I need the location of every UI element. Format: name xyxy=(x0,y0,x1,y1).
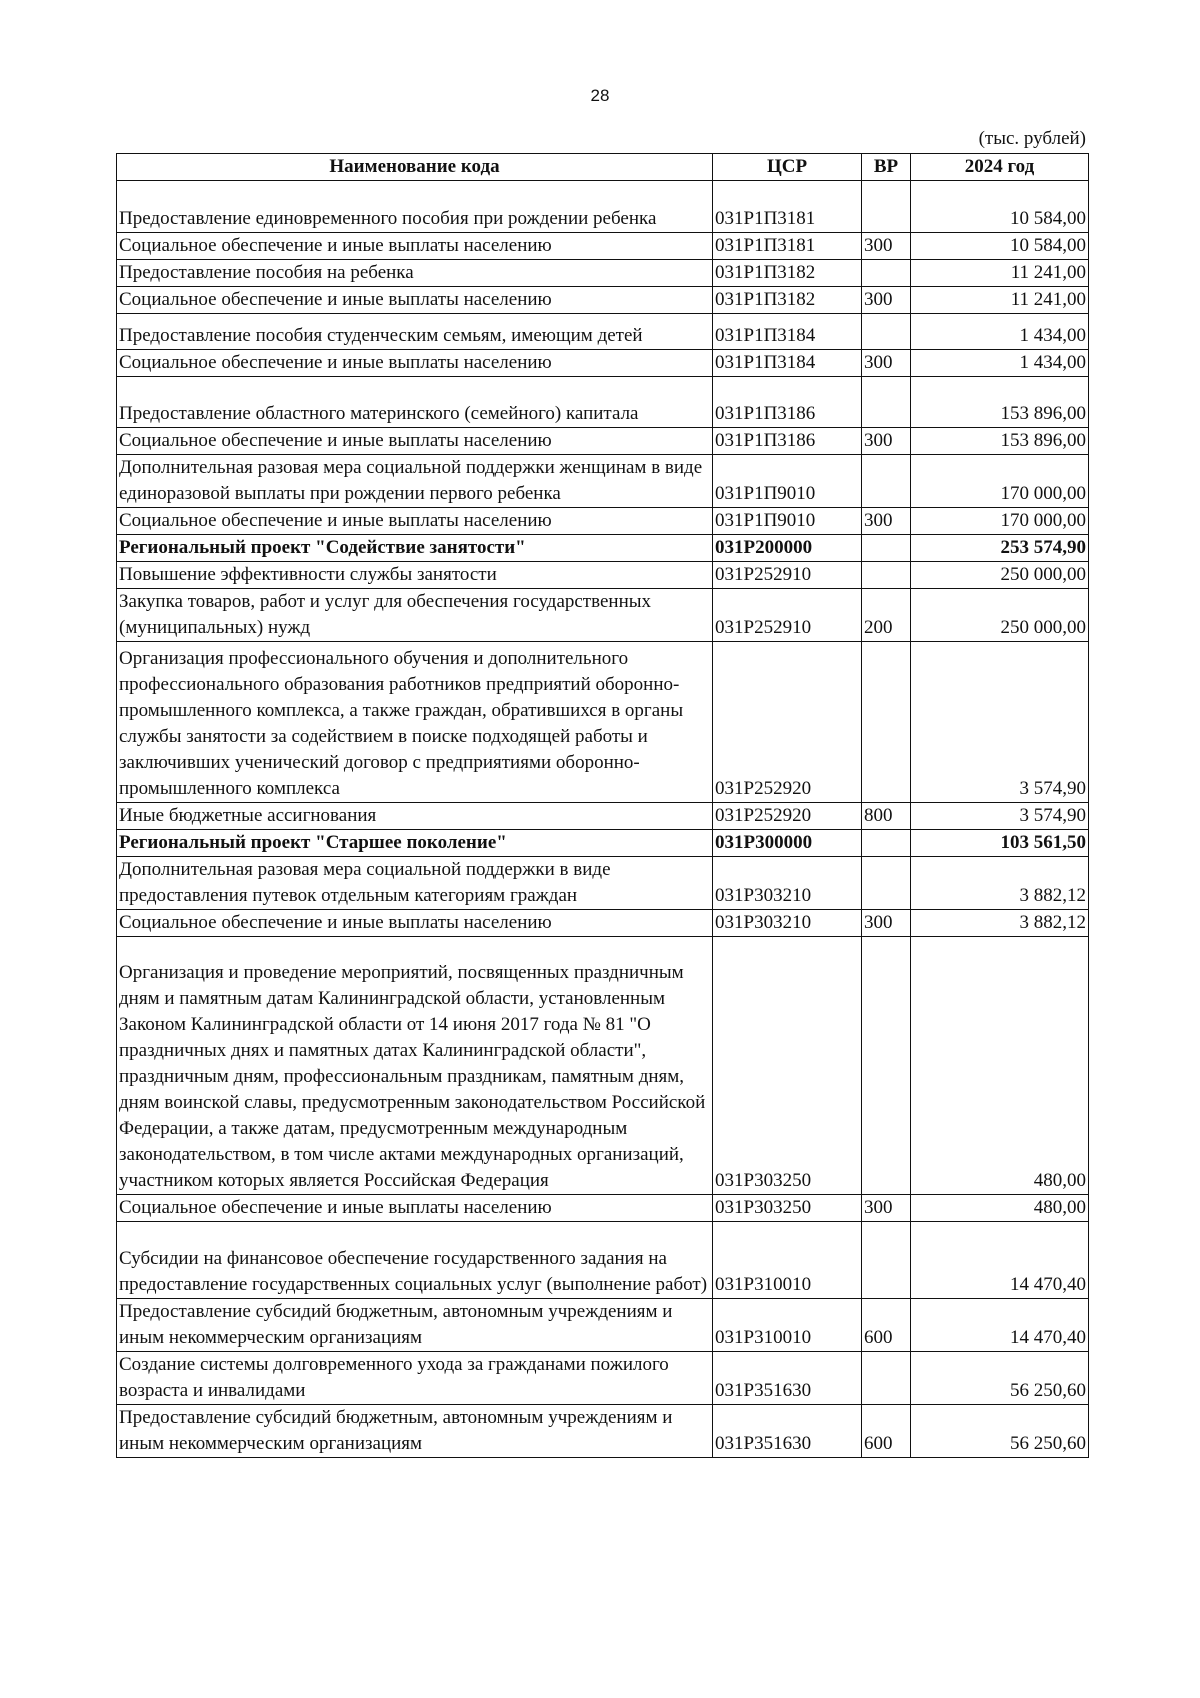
header-vr: ВР xyxy=(862,154,911,181)
cell-sum: 10 584,00 xyxy=(911,233,1089,260)
cell-name: Социальное обеспечение и иные выплаты населению xyxy=(117,233,713,260)
table-row xyxy=(117,857,1089,910)
cell-sum: 480,00 xyxy=(911,937,1089,1195)
cell-vr: 300 xyxy=(862,350,911,377)
cell-sum: 3 574,90 xyxy=(911,642,1089,803)
cell-csr: 031Р200000 xyxy=(713,535,862,562)
cell-name: Организация и проведение мероприятий, посвященных праздничным дням и памятным датам Калининградской области, установленным Законом Калининградской области от 14 июня 2017 года № 81 "О праздничных днях и памятных датах Калининградской области", праздничным дням, профессиональным праздникам, памятным дням, дням воинской славы, предусмотренным законодательством Российской Федерации, а также датам, предусмотренным международным законодательством, в том числе актами международных организаций, участником которых является Российская Федерация xyxy=(117,937,713,1195)
cell-name: Иные бюджетные ассигнования xyxy=(117,803,713,830)
table-row xyxy=(117,1195,1089,1222)
cell-sum: 1 434,00 xyxy=(911,350,1089,377)
cell-vr xyxy=(862,181,911,233)
cell-csr: 031Р252910 xyxy=(713,562,862,589)
table-row xyxy=(117,260,1089,287)
cell-csr: 031Р310010 xyxy=(713,1299,862,1352)
table-row xyxy=(117,508,1089,535)
table-body xyxy=(117,181,1089,1458)
cell-vr xyxy=(862,1222,911,1299)
table-header-row xyxy=(117,154,1089,181)
cell-name: Предоставление субсидий бюджетным, автономным учреждениям и иным некоммерческим организациям xyxy=(117,1405,713,1458)
cell-csr: 031Р1П3181 xyxy=(713,233,862,260)
cell-csr: 031Р303250 xyxy=(713,1195,862,1222)
table-row xyxy=(117,287,1089,314)
cell-csr: 031Р351630 xyxy=(713,1405,862,1458)
cell-vr xyxy=(862,455,911,508)
cell-csr: 031Р1П3184 xyxy=(713,350,862,377)
cell-name: Закупка товаров, работ и услуг для обеспечения государственных (муниципальных) нужд xyxy=(117,589,713,642)
cell-name: Социальное обеспечение и иные выплаты населению xyxy=(117,1195,713,1222)
cell-sum: 14 470,40 xyxy=(911,1299,1089,1352)
cell-vr: 300 xyxy=(862,233,911,260)
cell-sum: 153 896,00 xyxy=(911,428,1089,455)
header-sum: 2024 год xyxy=(911,154,1089,181)
table-row xyxy=(117,910,1089,937)
table-row xyxy=(117,314,1089,350)
cell-sum: 170 000,00 xyxy=(911,508,1089,535)
cell-csr: 031Р252920 xyxy=(713,803,862,830)
table-row xyxy=(117,937,1089,1195)
cell-sum: 170 000,00 xyxy=(911,455,1089,508)
cell-sum: 14 470,40 xyxy=(911,1222,1089,1299)
cell-sum: 56 250,60 xyxy=(911,1405,1089,1458)
cell-csr: 031Р252910 xyxy=(713,589,862,642)
cell-name: Предоставление пособия на ребенка xyxy=(117,260,713,287)
cell-sum: 103 561,50 xyxy=(911,830,1089,857)
cell-csr: 031Р303210 xyxy=(713,857,862,910)
cell-vr: 300 xyxy=(862,1195,911,1222)
units-label: (тыс. рублей) xyxy=(978,128,1086,149)
cell-name: Создание системы долговременного ухода за гражданами пожилого возраста и инвалидами xyxy=(117,1352,713,1405)
cell-csr: 031Р252920 xyxy=(713,642,862,803)
table-row xyxy=(117,642,1089,803)
cell-csr: 031Р1П3186 xyxy=(713,377,862,428)
cell-vr: 600 xyxy=(862,1299,911,1352)
table-row xyxy=(117,830,1089,857)
cell-sum: 250 000,00 xyxy=(911,562,1089,589)
cell-vr: 600 xyxy=(862,1405,911,1458)
budget-table xyxy=(116,153,1089,1458)
cell-csr: 031Р1П3182 xyxy=(713,260,862,287)
cell-vr xyxy=(862,535,911,562)
table-row xyxy=(117,350,1089,377)
table-row xyxy=(117,803,1089,830)
cell-sum: 250 000,00 xyxy=(911,589,1089,642)
cell-name: Предоставление пособия студенческим семьям, имеющим детей xyxy=(117,314,713,350)
cell-name: Социальное обеспечение и иные выплаты населению xyxy=(117,287,713,314)
table-row xyxy=(117,1405,1089,1458)
cell-csr: 031Р1П3181 xyxy=(713,181,862,233)
table-row xyxy=(117,233,1089,260)
table-row xyxy=(117,1299,1089,1352)
cell-name: Предоставление единовременного пособия при рождении ребенка xyxy=(117,181,713,233)
table-row xyxy=(117,1222,1089,1299)
cell-csr: 031Р1П3184 xyxy=(713,314,862,350)
cell-csr: 031Р351630 xyxy=(713,1352,862,1405)
cell-csr: 031Р1П9010 xyxy=(713,455,862,508)
table-row xyxy=(117,428,1089,455)
cell-csr: 031Р310010 xyxy=(713,1222,862,1299)
cell-name: Дополнительная разовая мера социальной поддержки женщинам в виде единоразовой выплаты при рождении первого ребенка xyxy=(117,455,713,508)
cell-vr: 800 xyxy=(862,803,911,830)
table-row xyxy=(117,455,1089,508)
cell-csr: 031Р303210 xyxy=(713,910,862,937)
cell-name: Социальное обеспечение и иные выплаты населению xyxy=(117,428,713,455)
cell-name: Социальное обеспечение и иные выплаты населению xyxy=(117,508,713,535)
cell-vr xyxy=(862,642,911,803)
cell-sum: 11 241,00 xyxy=(911,260,1089,287)
cell-vr: 200 xyxy=(862,589,911,642)
cell-sum: 153 896,00 xyxy=(911,377,1089,428)
cell-sum: 11 241,00 xyxy=(911,287,1089,314)
cell-name: Повышение эффективности службы занятости xyxy=(117,562,713,589)
page-number: 28 xyxy=(590,86,610,105)
cell-sum: 1 434,00 xyxy=(911,314,1089,350)
cell-name: Субсидии на финансовое обеспечение государственного задания на предоставление государственных социальных услуг (выполнение работ) xyxy=(117,1222,713,1299)
cell-vr xyxy=(862,830,911,857)
cell-vr: 300 xyxy=(862,428,911,455)
table-row xyxy=(117,377,1089,428)
cell-vr xyxy=(862,937,911,1195)
cell-sum: 480,00 xyxy=(911,1195,1089,1222)
cell-name: Региональный проект "Старшее поколение" xyxy=(117,830,713,857)
cell-sum: 3 574,90 xyxy=(911,803,1089,830)
table-row xyxy=(117,1352,1089,1405)
table-row xyxy=(117,181,1089,233)
table-row xyxy=(117,562,1089,589)
table-row xyxy=(117,535,1089,562)
cell-sum: 3 882,12 xyxy=(911,857,1089,910)
cell-csr: 031Р1П3182 xyxy=(713,287,862,314)
cell-vr: 300 xyxy=(862,508,911,535)
cell-vr xyxy=(862,1352,911,1405)
cell-vr xyxy=(862,314,911,350)
cell-name: Предоставление областного материнского (семейного) капитала xyxy=(117,377,713,428)
header-csr: ЦСР xyxy=(713,154,862,181)
cell-vr xyxy=(862,260,911,287)
header-name: Наименование кода xyxy=(117,154,713,181)
cell-csr: 031Р1П9010 xyxy=(713,508,862,535)
cell-csr: 031Р300000 xyxy=(713,830,862,857)
cell-name: Предоставление субсидий бюджетным, автономным учреждениям и иным некоммерческим организациям xyxy=(117,1299,713,1352)
cell-name: Региональный проект "Содействие занятости" xyxy=(117,535,713,562)
cell-vr: 300 xyxy=(862,910,911,937)
cell-vr xyxy=(862,857,911,910)
cell-sum: 3 882,12 xyxy=(911,910,1089,937)
cell-vr xyxy=(862,562,911,589)
cell-name: Социальное обеспечение и иные выплаты населению xyxy=(117,350,713,377)
cell-name: Дополнительная разовая мера социальной поддержки в виде предоставления путевок отдельным категориям граждан xyxy=(117,857,713,910)
cell-name: Организация профессионального обучения и дополнительного профессионального образования работников предприятий оборонно-промышленного комплекса, а также граждан, обратившихся в органы службы занятости за содействием в поиске подходящей работы и заключивших ученический договор с предприятиями оборонно-промышленного комплекса xyxy=(117,642,713,803)
cell-csr: 031Р1П3186 xyxy=(713,428,862,455)
cell-vr: 300 xyxy=(862,287,911,314)
cell-sum: 56 250,60 xyxy=(911,1352,1089,1405)
cell-csr: 031Р303250 xyxy=(713,937,862,1195)
cell-sum: 253 574,90 xyxy=(911,535,1089,562)
table-row xyxy=(117,589,1089,642)
cell-sum: 10 584,00 xyxy=(911,181,1089,233)
cell-name: Социальное обеспечение и иные выплаты населению xyxy=(117,910,713,937)
cell-vr xyxy=(862,377,911,428)
